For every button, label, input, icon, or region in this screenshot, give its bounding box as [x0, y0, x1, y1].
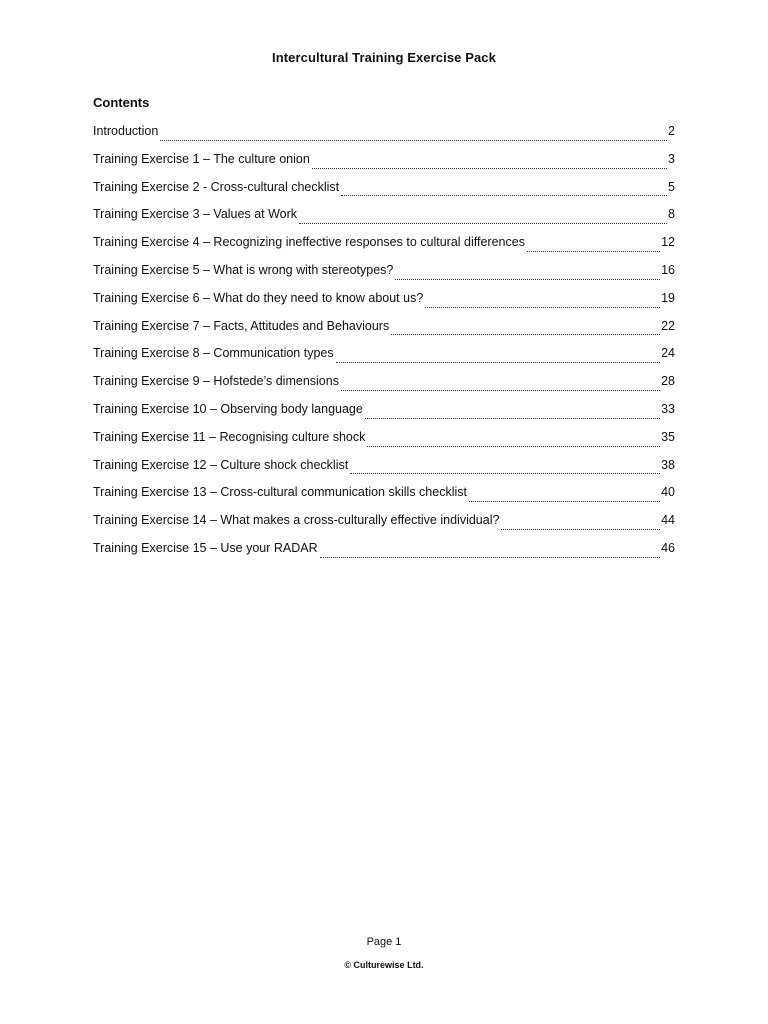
footer-page-number: Page 1: [366, 936, 402, 948]
toc-entry-exercise-3[interactable]: [93, 205, 675, 233]
toc-entry-page: 5: [668, 179, 675, 194]
toc-dot-leader: [425, 306, 660, 308]
toc-entry-page: 2: [668, 124, 675, 138]
toc-entry-label: Introduction: [93, 124, 159, 138]
toc-entry-label: Training Exercise 4 – Recognizing ineffective responses to cultural differences: [93, 235, 525, 250]
toc-entry-label: Training Exercise 15 – Use your RADAR: [93, 540, 318, 555]
toc-entry-page: 44: [661, 513, 675, 528]
toc-dot-leader: [320, 556, 660, 558]
toc-dot-leader: [527, 250, 660, 252]
toc-entry-exercise-12[interactable]: [93, 456, 675, 484]
toc-dot-leader: [350, 472, 660, 474]
toc-entry-page: 16: [661, 262, 675, 277]
toc-entry-exercise-10[interactable]: [93, 400, 675, 428]
toc-entry-label: Training Exercise 2 - Cross-cultural checklist: [93, 179, 340, 194]
toc-entry-page: 8: [668, 207, 675, 222]
toc-entry-exercise-4[interactable]: [93, 233, 675, 261]
toc-dot-leader: [365, 417, 660, 419]
toc-entry-page: 38: [661, 457, 675, 472]
toc-entry-label: Training Exercise 14 – What makes a cross-culturally effective individual?: [93, 513, 500, 528]
toc-entry-page: 33: [661, 401, 675, 416]
toc-entry-page: 19: [661, 290, 675, 305]
contents-heading: Contents: [93, 95, 150, 110]
toc-entry-page: 3: [668, 151, 675, 166]
toc-entry-page: 22: [661, 318, 675, 333]
toc-entry-exercise-1[interactable]: [93, 150, 675, 178]
toc-entry-exercise-2[interactable]: [93, 178, 675, 206]
toc-dot-leader: [341, 194, 667, 196]
toc-entry-page: 12: [661, 235, 675, 250]
toc-entry-label: Training Exercise 5 – What is wrong with stereotypes?: [93, 262, 394, 277]
toc-entry-label: Training Exercise 6 – What do they need to know about us?: [93, 290, 424, 305]
document-title: Intercultural Training Exercise Pack: [272, 50, 496, 65]
toc-entry-label: Training Exercise 10 – Observing body language: [93, 401, 363, 416]
toc-entry-exercise-7[interactable]: [93, 317, 675, 345]
toc-dot-leader: [501, 528, 660, 530]
toc-entry-label: Training Exercise 3 – Values at Work: [93, 207, 298, 222]
toc-entry-page: 24: [661, 346, 675, 361]
toc-entry-exercise-9[interactable]: [93, 372, 675, 400]
toc-entry-introduction[interactable]: [93, 122, 675, 150]
footer-copyright: © Culturewise Ltd.: [344, 960, 424, 970]
toc-dot-leader: [469, 500, 660, 502]
toc-entry-exercise-6[interactable]: [93, 289, 675, 317]
toc-dot-leader: [312, 167, 667, 169]
table-of-contents: [93, 122, 675, 567]
toc-dot-leader: [367, 445, 660, 447]
toc-entry-label: Training Exercise 13 – Cross-cultural communication skills checklist: [93, 485, 467, 500]
toc-dot-leader: [336, 361, 660, 363]
toc-entry-page: 28: [661, 374, 675, 389]
toc-entry-page: 35: [661, 429, 675, 444]
toc-dot-leader: [160, 139, 667, 141]
toc-dot-leader: [391, 333, 660, 335]
toc-dot-leader: [299, 222, 667, 224]
toc-entry-label: Training Exercise 11 – Recognising culture shock: [93, 429, 366, 444]
toc-dot-leader: [395, 278, 660, 280]
toc-entry-exercise-13[interactable]: [93, 483, 675, 511]
toc-entry-label: Training Exercise 7 – Facts, Attitudes and Behaviours: [93, 318, 390, 333]
toc-entry-exercise-5[interactable]: [93, 261, 675, 289]
toc-entry-exercise-8[interactable]: [93, 344, 675, 372]
toc-entry-label: Training Exercise 1 – The culture onion: [93, 151, 310, 166]
toc-entry-label: Training Exercise 8 – Communication types: [93, 346, 334, 361]
toc-entry-label: Training Exercise 12 – Culture shock checklist: [93, 457, 349, 472]
toc-entry-label: Training Exercise 9 – Hofstede’s dimensions: [93, 374, 339, 389]
toc-entry-exercise-14[interactable]: [93, 511, 675, 539]
toc-entry-exercise-15[interactable]: [93, 539, 675, 567]
toc-entry-exercise-11[interactable]: [93, 428, 675, 456]
toc-entry-page: 46: [661, 540, 675, 555]
toc-dot-leader: [341, 389, 660, 391]
toc-entry-page: 40: [661, 485, 675, 500]
